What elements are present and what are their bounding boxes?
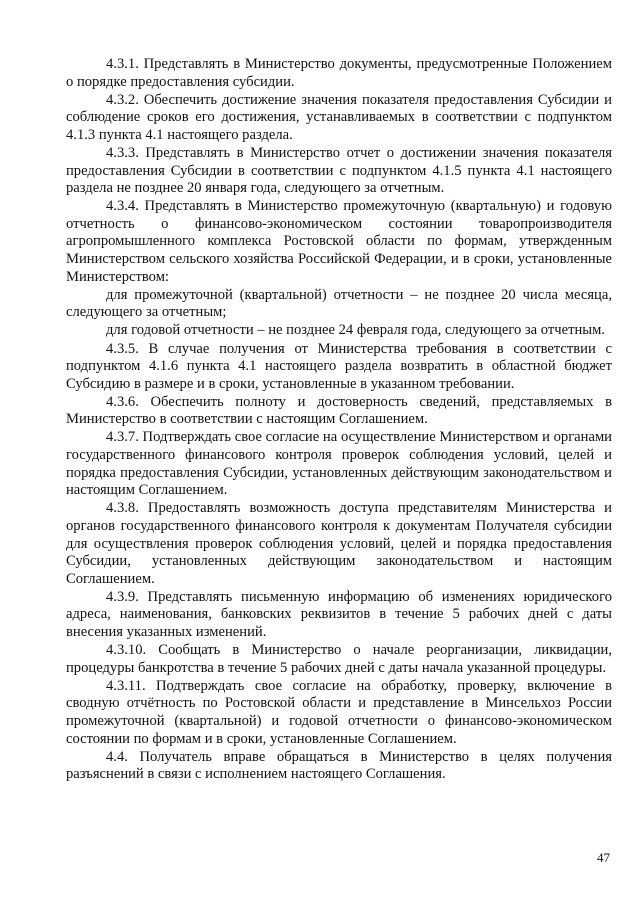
paragraph-annual-reporting: для годовой отчетности – не позднее 24 февраля года, следующего за отчетным. bbox=[106, 322, 605, 339]
paragraph-4-3-9: 4.3.9. Представлять письменную информацию об изменениях юридического адреса, наименования, банковских реквизитов в течение 5 рабочих дней с даты внесения указанных изменений. bbox=[66, 588, 612, 640]
paragraph-4-3-6: 4.3.6. Обеспечить полноту и достоверность сведений, представляемых в Министерство в соответствии с настоящим Соглашением. bbox=[66, 393, 612, 428]
paragraph-4-3-2: 4.3.2. Обеспечить достижение значения показателя предоставления Субсидии и соблюдение сроков его достижения, устанавливаемых в соответствии с подпунктом 4.1.3 пункта 4.1 настоящего раздела. bbox=[66, 91, 612, 143]
paragraph-4-3-1: 4.3.1. Представлять в Министерство документы, предусмотренные Положением о порядке предоставления субсидии. bbox=[66, 56, 612, 90]
paragraph-4-3-11: 4.3.11. Подтверждать свое согласие на обработку, проверку, включение в сводную отчётность по Ростовской области и представление в Минсельхоз России промежуточной (квартальной) и годовой отчетности о финансово-экономическом состоянии по формам и в сроки, установленные Соглашением. bbox=[66, 677, 612, 747]
paragraph-4-3-5: 4.3.5. В случае получения от Министерства требования в соответствии с подпунктом 4.1.6 пункта 4.1 настоящего раздела возвратить в областной бюджет Субсидию в размере и в сроки, установленные в указанном требовании. bbox=[66, 340, 612, 392]
paragraph-4-3-4: 4.3.4. Представлять в Министерство промежуточную (квартальную) и годовую отчетность о финансово-экономическом состоянии товаропроизводителя агропромышленного комплекса Ростовской области по формам, утвержденным Министерством сельского хозяйства Российской Федерации, и в сроки, установленные Министерством: bbox=[66, 198, 612, 285]
paragraph-4-3-8: 4.3.8. Предоставлять возможность доступа представителям Министерства и органов государственного финансового контроля к документам Получателя субсидии для осуществления проверок соблюдения условий, целей и порядка предоставления Субсидии, установленных действующим законодательством и настоящим Соглашением. bbox=[66, 500, 612, 587]
page-number: 47 bbox=[597, 850, 610, 865]
document-body bbox=[66, 56, 612, 784]
paragraph-4-3-7: 4.3.7. Подтверждать свое согласие на осуществление Министерством и органами государственного финансового контроля проверок соблюдения условий, целей и порядка предоставления Субсидии, установленных действующим законодательством и настоящим Соглашением. bbox=[66, 429, 612, 499]
paragraph-4-4: 4.4. Получатель вправе обращаться в Министерство в целях получения разъяснений в связи с исполнением настоящего Соглашения. bbox=[66, 748, 612, 783]
paragraph-4-3-10: 4.3.10. Сообщать в Министерство о начале реорганизации, ликвидации, процедуры банкротства в течение 5 рабочих дней с даты начала указанной процедуры. bbox=[66, 642, 612, 676]
paragraph-4-3-3: 4.3.3. Представлять в Министерство отчет о достижении значения показателя предоставления Субсидии в соответствии с подпунктом 4.1.5 пункта 4.1 настоящего раздела не позднее 20 января года, следующего за отчетным. bbox=[66, 144, 612, 197]
paragraph-quarterly-reporting: для промежуточной (квартальной) отчетности – не позднее 20 числа месяца, следующего за отчетным; bbox=[66, 286, 612, 321]
